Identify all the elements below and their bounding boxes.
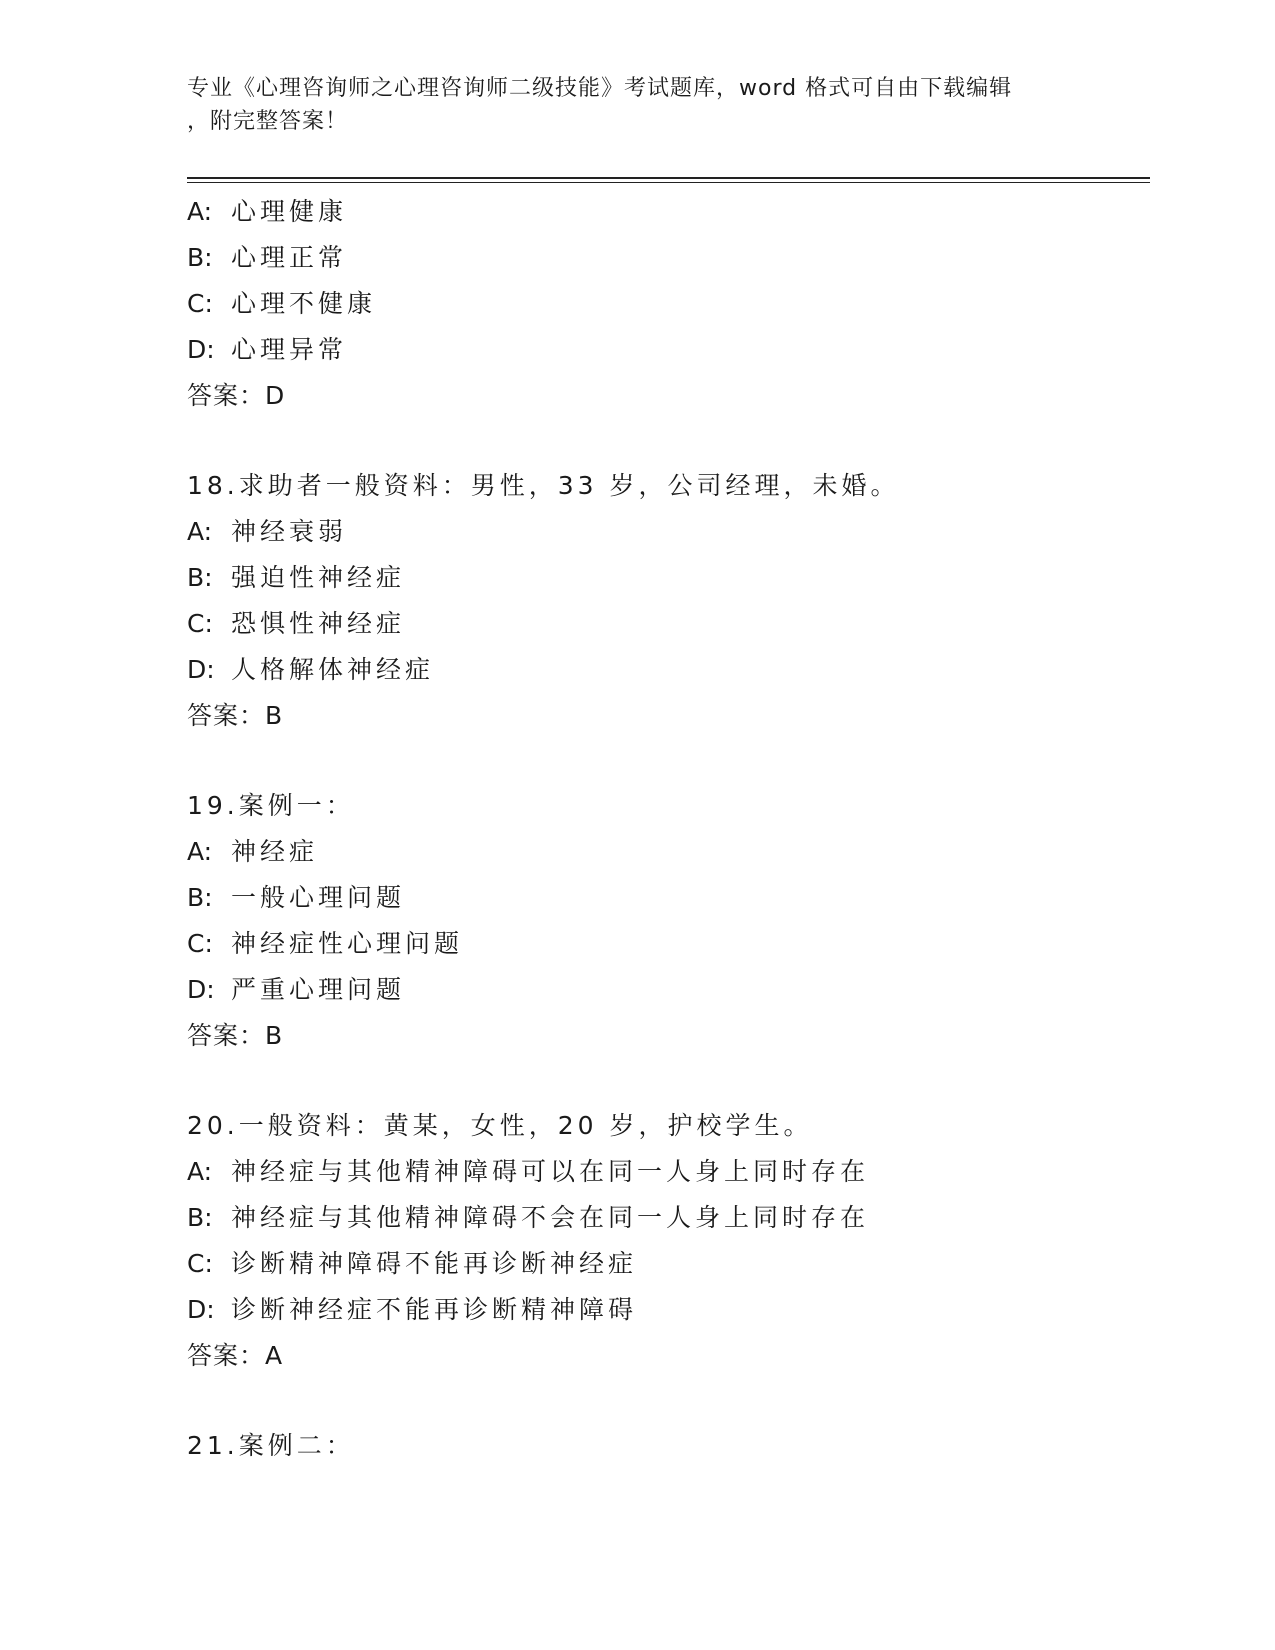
answer: 答案：B [187, 1021, 284, 1050]
option-a: A: 心理健康 [187, 197, 348, 226]
question-18 [187, 463, 1147, 739]
question-text: 19.案例一： [187, 791, 355, 820]
question-text: 21.案例二： [187, 1431, 355, 1460]
option-c: C: 诊断精神障碍不能再诊断神经症 [187, 1249, 638, 1278]
option-b: B: 强迫性神经症 [187, 563, 406, 592]
option-b: B: 心理正常 [187, 243, 348, 272]
header-divider-bottom [187, 182, 1150, 183]
header-divider-top [187, 177, 1150, 179]
header-line-1: 专业《心理咨询师之心理咨询师二级技能》考试题库，word 格式可自由下载编辑 [187, 76, 1013, 101]
option-d: D: 诊断神经症不能再诊断精神障碍 [187, 1295, 638, 1324]
option-c: C: 神经症性心理问题 [187, 929, 464, 958]
question-20 [187, 1103, 1147, 1379]
option-d: D: 严重心理问题 [187, 975, 406, 1004]
question-text: 18.求助者一般资料：男性，33 岁，公司经理，未婚。 [187, 471, 900, 500]
answer: 答案：D [187, 381, 286, 410]
answer: 答案：B [187, 701, 284, 730]
option-d: D: 心理异常 [187, 335, 348, 364]
answer: 答案：A [187, 1341, 284, 1370]
document-header [187, 72, 1087, 138]
question-19 [187, 783, 1147, 1059]
option-b: B: 一般心理问题 [187, 883, 406, 912]
option-b: B: 神经症与其他精神障碍不会在同一人身上同时存在 [187, 1203, 870, 1232]
option-a: A: 神经症与其他精神障碍可以在同一人身上同时存在 [187, 1157, 870, 1186]
header-line-2: ，附完整答案！ [187, 109, 349, 134]
question-21 [187, 1423, 1147, 1469]
question-17 [187, 189, 1147, 419]
option-a: A: 神经衰弱 [187, 517, 348, 546]
question-text: 20.一般资料：黄某，女性，20 岁，护校学生。 [187, 1111, 813, 1140]
question-list [187, 189, 1147, 1469]
option-a: A: 神经症 [187, 837, 319, 866]
option-c: C: 心理不健康 [187, 289, 377, 318]
option-d: D: 人格解体神经症 [187, 655, 435, 684]
option-c: C: 恐惧性神经症 [187, 609, 406, 638]
